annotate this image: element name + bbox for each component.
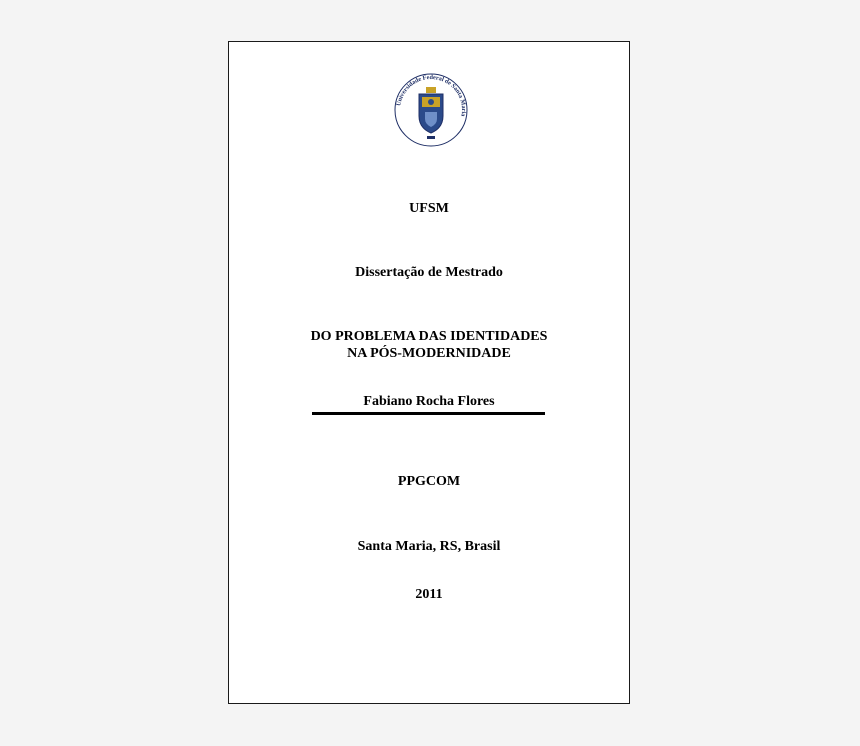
title-line-2: NA PÓS-MODERNIDADE (347, 346, 511, 361)
author-underline (312, 412, 545, 415)
author-name: Fabiano Rocha Flores (363, 394, 495, 409)
institution-name: UFSM (409, 201, 449, 216)
title-line-1: DO PROBLEMA DAS IDENTIDADES (310, 329, 548, 344)
document-type: Dissertação de Mestrado (355, 265, 503, 280)
ufsm-seal-icon (393, 72, 469, 148)
svg-text:Universidade Federal de Santa: Universidade Federal de Santa Maria (395, 73, 468, 117)
document-page (228, 41, 630, 704)
year: 2011 (415, 587, 443, 602)
program-name: PPGCOM (397, 474, 461, 489)
location: Santa Maria, RS, Brasil (357, 539, 501, 554)
